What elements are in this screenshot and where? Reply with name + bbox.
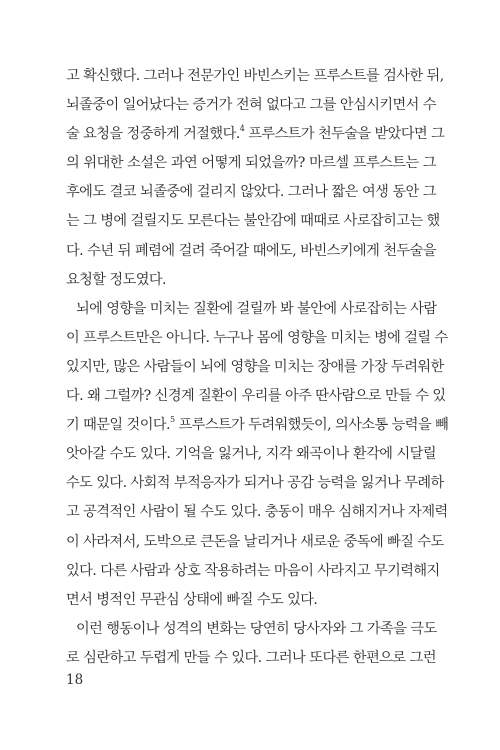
text-line: 면서 병적인 무관심 상태에 빠질 수도 있다.	[66, 591, 318, 608]
text-line: 이런 행동이나 성격의 변화는 당연히 당사자와 그 가족을 극도	[76, 620, 437, 637]
text-line	[66, 411, 449, 440]
text-line: 뇌에 영향을 미치는 질환에 걸릴까 봐 불안에 사로잡히는 사람	[76, 300, 437, 317]
footnote-marker: 4	[239, 124, 245, 134]
text-line: 뇌졸중이 일어났다는 증거가 전혀 없다고 그를 안심시키면서 수	[66, 97, 436, 114]
text-line: 요청할 정도였다.	[66, 271, 167, 288]
text-fragment: 프루스트가 두려워했듯이, 의사소통 능력을 빼	[174, 417, 449, 434]
text-line: 앗아갈 수도 있다. 기억을 잃거나, 지각 왜곡이나 환각에 시달릴	[66, 446, 436, 463]
text-line: 이 프루스트만은 아니다. 누구나 몸에 영향을 미치는 병에 걸릴 수	[66, 329, 448, 346]
text-line: 고 공격적인 사람이 될 수도 있다. 충동이 매우 심해지거나 자제력	[66, 504, 448, 521]
body-text	[66, 62, 449, 673]
text-line: 수도 있다. 사회적 부적응자가 되거나 공감 능력을 잃거나 무례하	[66, 475, 444, 492]
text-fragment: 기 때문일 것이다.	[66, 417, 170, 434]
footnote-marker: 5	[169, 415, 175, 425]
text-line: 다. 수년 뒤 폐렴에 걸려 죽어갈 때에도, 바빈스키에게 천두술을	[66, 242, 436, 259]
text-line: 다. 왜 그럴까? 신경계 질환이 우리를 아주 딴사람으로 만들 수 있	[66, 388, 446, 405]
text-line: 고 확신했다. 그러나 전문가인 바빈스키는 프루스트를 검사한 뒤,	[66, 68, 444, 84]
page-number: 18	[66, 672, 84, 688]
text-fragment: 프루스트가 천두술을 받았다면 그	[244, 126, 445, 143]
text-fragment: 술 요청을 정중하게 거절했다.	[66, 126, 240, 143]
text-line: 있다. 다른 사람과 상호 작용하려는 마음이 사라지고 무기력해지	[66, 562, 440, 579]
text-line: 는 그 병에 걸릴지도 모른다는 불안감에 때때로 사로잡히고는 했	[66, 213, 440, 230]
text-line: 이 사라져서, 도박으로 큰돈을 날리거나 새로운 중독에 빠질 수도	[66, 533, 444, 550]
text-line: 로 심란하고 두렵게 만들 수 있다. 그러나 또다른 한편으로 그런	[66, 649, 436, 666]
text-line: 후에도 결코 뇌졸중에 걸리지 않았다. 그러나 짧은 여생 동안 그	[66, 184, 436, 201]
text-line: 있지만, 많은 사람들이 뇌에 영향을 미치는 장애를 가장 두려워한	[66, 358, 444, 375]
text-line	[66, 120, 445, 149]
text-line: 의 위대한 소설은 과연 어떻게 되었을까? 마르셀 프루스트는 그	[66, 155, 436, 172]
